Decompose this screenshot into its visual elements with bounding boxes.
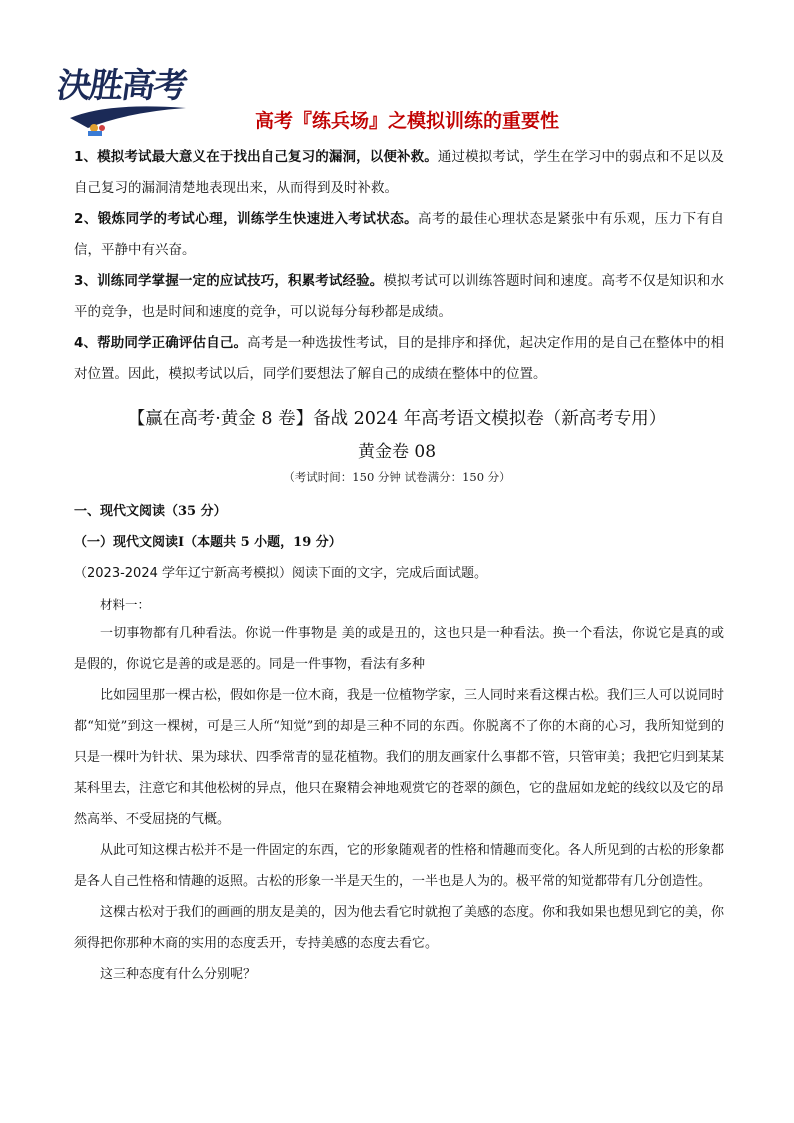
passage-paragraph: 一切事物都有几种看法。你说一件事物是 美的或是丑的，这也只是一种看法。换一个看法，你说它是真的或是假的，你说它是善的或是恶的。同是一件事物，看法有多种: [74, 626, 724, 672]
logo-text: 決胜高考: [54, 66, 189, 106]
subsection-heading: （一）现代文阅读Ⅰ（本题共 5 小题，19 分）: [74, 535, 342, 550]
intro-text: 通过模拟考试，学生在学习中的弱点和不足以及自己复习的漏洞清楚地表现出来，从而得到及时补救。: [74, 149, 724, 196]
source-instruction: （2023-2024 学年辽宁新高考模拟）阅读下面的文字，完成后面试题。: [74, 566, 487, 581]
section-heading: 一、现代文阅读（35 分）: [74, 504, 227, 519]
intro-lead: 3、训练同学掌握一定的应试技巧，积累考试经验。: [74, 273, 384, 289]
passage-paragraph: 从此可知这棵古松并不是一件固定的东西，它的形象随观者的性格和情趣而变化。各人所见到的古松的形象都是各人自己性格和情趣的返照。古松的形象一半是天生的，一半也是人为的。极平常的知觉都带有几分创造性。: [74, 843, 725, 889]
intro-lead: 1、模拟考试最大意义在于找出自己复习的漏洞，以便补救。: [74, 149, 438, 165]
material-label: 材料一：: [100, 597, 151, 612]
passage-paragraph: 比如园里那一棵古松，假如你是一位木商，我是一位植物学家，三人同时来看这棵古松。我们三人可以说同时都“知觉”到这一棵树，可是三人所“知觉”到的却是三种不同的东西。你脱离不了你的木商的心习，我所知觉到的只是一棵叶为针状、果为球状、四季常青的显花植物。我们的朋友画家什么事都不管，只管审美；我把它归到某某某科里去，注意它和其他松树的异点，他只在聚精会神地观赏它的苍翠的颜色，它的盘屈如龙蛇的线纹以及它的昂然高举、不受屈挠的气概。: [74, 688, 725, 827]
banner-title: 高考『练兵场』之模拟训练的重要性: [254, 110, 559, 132]
exam-subtitle: 黄金卷 08: [357, 442, 437, 462]
passage-paragraph: 这棵古松对于我们的画画的朋友是美的，因为他去看它时就抱了美感的态度。你和我如果也想见到它的美，你须得把你那种木商的实用的态度丢开，专持美感的态度去看它。: [74, 905, 725, 951]
intro-item: [74, 204, 724, 266]
intro-item: [74, 328, 724, 390]
intro-lead: 2、锻炼同学的考试心理，训练学生快速进入考试状态。: [74, 211, 419, 227]
intro-text: 高考是一种选拔性考试，目的是排序和择优，起决定作用的是自己在整体中的相对位置。因此，模拟考试以后，同学们要想法了解自己的成绩在整体中的位置。: [74, 335, 725, 382]
intro-lead: 4、帮助同学正确评估自己。: [74, 335, 248, 351]
intro-item: [74, 266, 724, 328]
reading-passage: [74, 618, 724, 990]
intro-list: [74, 142, 724, 390]
intro-text: 模拟考试可以训练答题时间和速度。高考不仅是知识和水平的竞争，也是时间和速度的竞争，可以说每分每秒都是成绩。: [74, 273, 724, 320]
exam-title: 【赢在高考·黄金 8 卷】备战 2024 年高考语文模拟卷（新高考专用）: [127, 409, 667, 429]
exam-note: （考试时间：150 分钟 试卷满分：150 分）: [283, 470, 511, 484]
intro-item: [74, 142, 724, 204]
intro-text: 高考的最佳心理状态是紧张中有乐观，压力下有自信，平静中有兴奋。: [74, 211, 724, 258]
passage-paragraph: 这三种态度有什么分别呢？: [100, 967, 257, 982]
